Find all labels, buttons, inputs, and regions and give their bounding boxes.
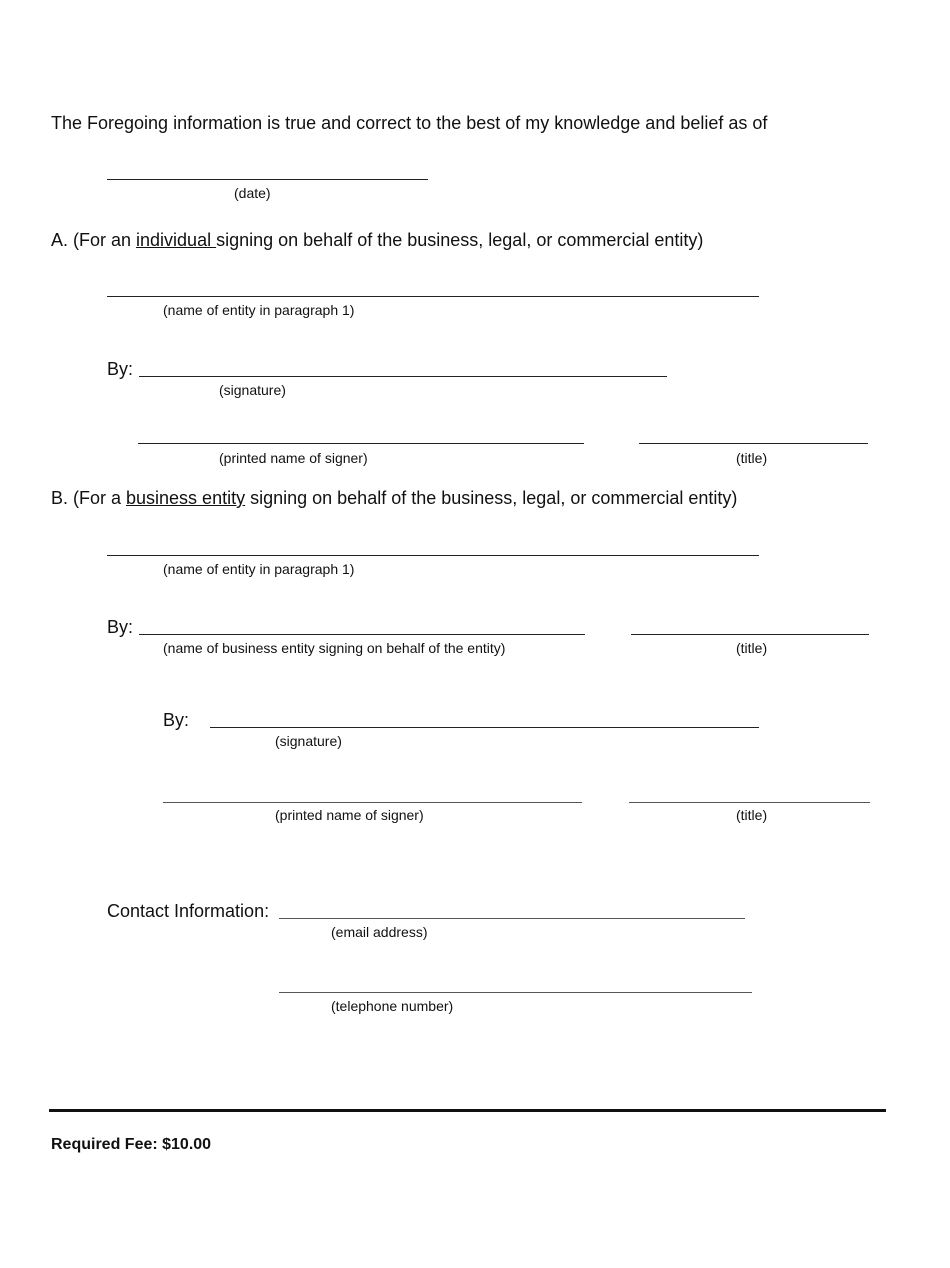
section-a-by-label: By: (107, 359, 134, 379)
date-label: (date) (234, 185, 271, 201)
section-b-by2-label: By: (163, 710, 190, 730)
section-b-underlined: business entity (126, 488, 246, 508)
section-a-signature-field[interactable] (139, 376, 667, 377)
section-a-title-label: (title) (736, 450, 768, 466)
section-b-signature-label: (signature) (275, 733, 342, 749)
telephone-field[interactable] (279, 992, 752, 993)
section-b-entity-label: (name of entity in paragraph 1) (163, 561, 355, 577)
section-b-business-entity-label: (name of business entity signing on behalf of the entity) (163, 640, 506, 656)
required-fee: Required Fee: $10.00 (51, 1136, 212, 1153)
section-a-prefix: A. (For an (51, 230, 137, 250)
section-a-entity-field[interactable] (107, 296, 759, 297)
section-a-printed-name-label: (printed name of signer) (219, 450, 368, 466)
attestation-text: The Foregoing information is true and correct to the best of my knowledge and belief as of (51, 113, 768, 133)
section-b-business-entity-field[interactable] (139, 634, 585, 635)
section-b-title2-label: (title) (736, 807, 768, 823)
section-a-underlined: individual (136, 230, 217, 250)
email-field[interactable] (279, 918, 745, 919)
section-b-printed-name-field[interactable] (163, 802, 582, 803)
section-b-entity-field[interactable] (107, 555, 759, 556)
email-label: (email address) (331, 924, 428, 940)
date-field[interactable] (107, 179, 428, 180)
section-b-heading (51, 489, 737, 507)
section-b-suffix: signing on behalf of the business, legal, or commercial entity) (245, 488, 738, 508)
section-a-signature-label: (signature) (219, 382, 286, 398)
section-a-printed-name-field[interactable] (138, 443, 584, 444)
footer-divider (49, 1109, 886, 1112)
section-a-heading (51, 231, 703, 249)
section-b-title2-field[interactable] (629, 802, 870, 803)
section-b-printed-name-label: (printed name of signer) (275, 807, 424, 823)
telephone-label: (telephone number) (331, 998, 454, 1014)
section-b-title-label: (title) (736, 640, 768, 656)
section-a-title-field[interactable] (639, 443, 868, 444)
contact-label: Contact Information: (107, 901, 270, 921)
section-a-entity-label: (name of entity in paragraph 1) (163, 302, 355, 318)
section-b-signature-field[interactable] (210, 727, 759, 728)
section-b-title-field[interactable] (631, 634, 869, 635)
section-b-by-label: By: (107, 617, 134, 637)
section-b-prefix: B. (For a (51, 488, 127, 508)
section-a-suffix: signing on behalf of the business, legal, or commercial entity) (216, 230, 704, 250)
